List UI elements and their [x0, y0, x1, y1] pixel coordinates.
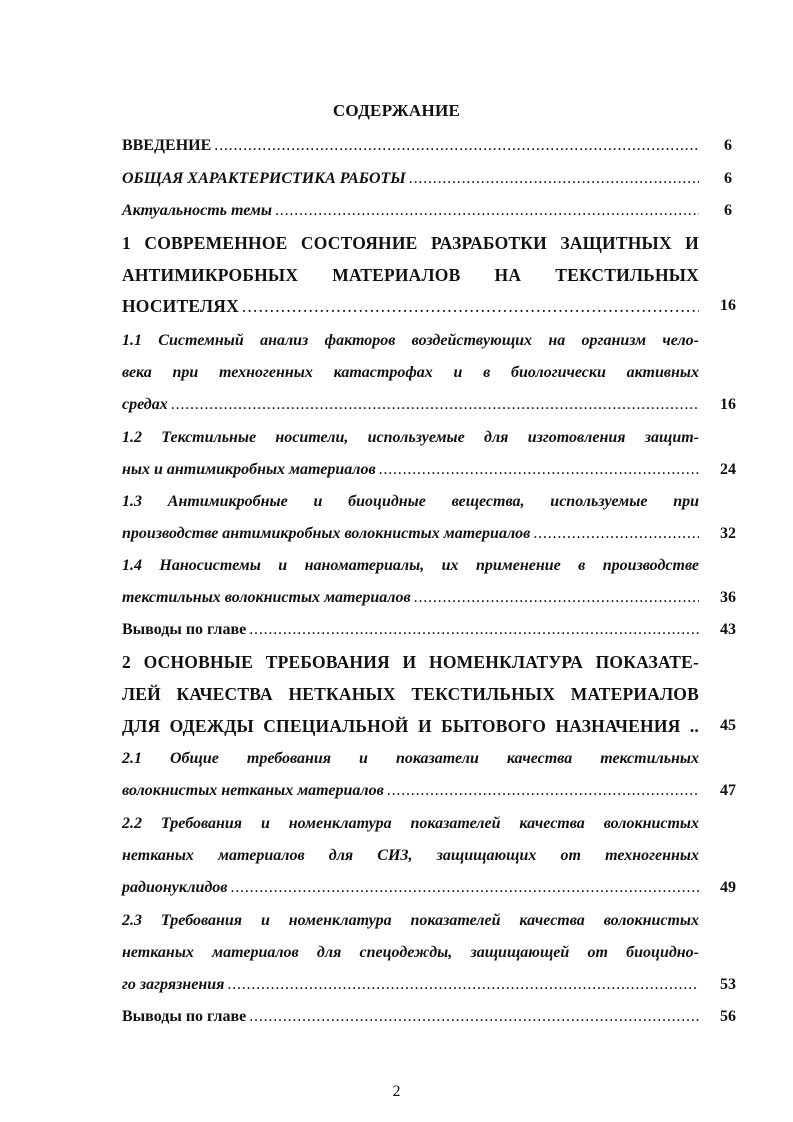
- toc-entry-chapter-2: 2 ОСНОВНЫЕ ТРЕБОВАНИЯ И НОМЕНКЛАТУРА ПОКАЗАТЕ-: [122, 652, 699, 672]
- toc-page-number: 45: [720, 717, 736, 734]
- toc-page-number: 56: [720, 1008, 736, 1025]
- toc-page-number: 53: [720, 976, 736, 993]
- toc-entry-2-3-line-2: нетканых материалов для спецодежды, защищающей от биоцидно-: [122, 944, 699, 961]
- toc-page-number: 6: [724, 202, 732, 219]
- page-title: СОДЕРЖАНИЕ: [332, 101, 461, 120]
- toc-entry-conclusions-2: Выводы по главе . . .: [122, 1007, 699, 1027]
- toc-entry-1-4-line-2: текстильных волокнистых материалов . . .: [122, 588, 699, 608]
- toc-entry-conclusions-1: Выводы по главе . . .: [122, 620, 699, 640]
- toc-page-number: 6: [724, 137, 732, 154]
- toc-entry-2-1: 2.1 Общие требования и показатели качества текстильных: [122, 750, 699, 767]
- toc-entry-2-2-line-2: нетканых материалов для СИЗ, защищающих от техногенных: [122, 847, 699, 864]
- toc-entry-1-1: 1.1 Системный анализ факторов воздействующих на организм чело-: [122, 332, 699, 349]
- page-number: 2: [392, 1083, 401, 1100]
- toc-entry-chapter-2-line-2: ЛЕЙ КАЧЕСТВА НЕТКАНЫХ ТЕКСТИЛЬНЫХ МАТЕРИАЛОВ: [122, 684, 699, 704]
- toc-page-number: 6: [724, 170, 732, 187]
- toc-page-number: 16: [720, 297, 736, 314]
- toc-entry-1-1-line-3: средах . . .: [122, 395, 699, 415]
- toc-entry-chapter-1-line-2: АНТИМИКРОБНЫХ МАТЕРИАЛОВ НА ТЕКСТИЛЬНЫХ: [122, 265, 699, 285]
- toc-entry-2-1-line-2: волокнистых нетканых материалов . . .: [122, 781, 699, 801]
- toc-page-number: 47: [720, 782, 736, 799]
- toc-entry-1-4: 1.4 Наносистемы и наноматериалы, их применение в производстве: [122, 557, 699, 574]
- toc-entry-1-1-line-2: века при техногенных катастрофах и в биологически активных: [122, 364, 699, 381]
- toc-page-number: 16: [720, 396, 736, 413]
- toc-page-number: 49: [720, 879, 736, 896]
- toc-entry-2-3: 2.3 Требования и номенклатура показателей качества волокнистых: [122, 912, 699, 929]
- toc-entry-2-2: 2.2 Требования и номенклатура показателей качества волокнистых: [122, 815, 699, 832]
- toc-entry-2-3-line-3: го загрязнения . . .: [122, 975, 699, 995]
- toc-entry-general: ОБЩАЯ ХАРАКТЕРИСТИКА РАБОТЫ . . .: [122, 169, 699, 189]
- toc-page-number: 36: [720, 589, 736, 606]
- toc-page-number: 43: [720, 621, 736, 638]
- toc-entry-chapter-1-line-3: НОСИТЕЛЯХ . . .: [122, 296, 699, 316]
- toc-page-number: 24: [720, 461, 736, 478]
- toc-entry-1-2-line-2: ных и антимикробных материалов . . .: [122, 460, 699, 480]
- toc-entry-chapter-2-line-3: ДЛЯ ОДЕЖДЫ СПЕЦИАЛЬНОЙ И БЫТОВОГО НАЗНАЧЕНИЯ ..: [122, 716, 699, 736]
- toc-page-number: 32: [720, 525, 736, 542]
- toc-entry-relevance: Актуальность темы . . .: [122, 201, 699, 221]
- toc-entry-introduction: ВВЕДЕНИЕ . . .: [122, 136, 699, 156]
- toc-entry-chapter-1: 1 СОВРЕМЕННОЕ СОСТОЯНИЕ РАЗРАБОТКИ ЗАЩИТНЫХ И: [122, 233, 699, 253]
- toc-entry-1-2: 1.2 Текстильные носители, используемые для изготовления защит-: [122, 429, 699, 446]
- toc-entry-1-3: 1.3 Антимикробные и биоцидные вещества, используемые при: [122, 493, 699, 510]
- toc-entry-2-2-line-3: радионуклидов . . .: [122, 878, 699, 898]
- toc-entry-1-3-line-2: производстве антимикробных волокнистых материалов . . .: [122, 524, 699, 544]
